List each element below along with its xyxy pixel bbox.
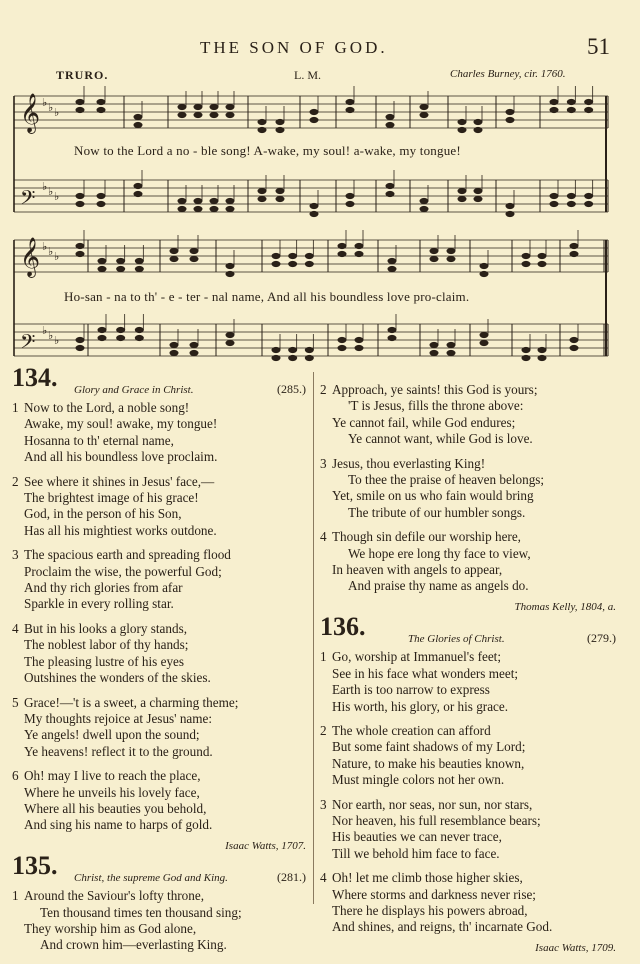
note-head	[305, 355, 313, 360]
note-head	[346, 99, 354, 104]
verse-line: Oh! may I live to reach the place,	[24, 768, 201, 784]
note-head	[310, 203, 318, 208]
note-head	[388, 266, 396, 271]
note-head	[210, 206, 218, 211]
note-head	[226, 104, 234, 109]
note-head	[76, 201, 84, 206]
note-head	[355, 345, 363, 350]
note-head	[570, 251, 578, 256]
verse-line: Hosanna to th' eternal name,	[24, 432, 174, 448]
hymn-header	[320, 612, 620, 649]
hymn-header	[12, 851, 310, 888]
note-head	[522, 355, 530, 360]
hymn-reference: (281.)	[277, 870, 306, 885]
tune-name: TRURO.	[56, 68, 109, 82]
note-head	[386, 122, 394, 127]
note-head	[386, 191, 394, 196]
note-head	[276, 119, 284, 124]
note-head	[346, 201, 354, 206]
verse-number: 1	[320, 649, 327, 665]
note-head	[210, 112, 218, 117]
note-head	[170, 350, 178, 355]
note-head	[567, 201, 575, 206]
note-head	[585, 107, 593, 112]
verse-number: 2	[12, 473, 19, 489]
note-head	[289, 253, 297, 258]
flat-icon: ♭	[48, 102, 54, 114]
note-head	[420, 206, 428, 211]
hymn-136	[320, 612, 620, 956]
verse-line: My thoughts rejoice at Jesus' name:	[24, 710, 213, 726]
verse-line: The brightest image of his grace!	[24, 490, 199, 506]
note-head	[447, 256, 455, 261]
verse-line: Where all his beauties you behold,	[24, 800, 207, 816]
verse-line: We hope ere long thy face to view,	[348, 545, 531, 561]
note-head	[447, 248, 455, 253]
verse-number: 2	[320, 382, 327, 397]
hymn-header	[12, 363, 310, 400]
note-head	[135, 335, 143, 340]
verse-line: Has all his mightiest works outdone.	[24, 522, 217, 538]
verse-line: Ye angels! dwell upon the sound;	[24, 727, 200, 743]
verse-line: But in his looks a glory stands,	[24, 620, 188, 636]
tune-meter: L. M.	[294, 68, 321, 82]
note-head	[355, 251, 363, 256]
note-head	[276, 188, 284, 193]
note-head	[538, 253, 546, 258]
flat-icon: ♭	[42, 97, 48, 109]
note-head	[258, 127, 266, 132]
flat-icon: ♭	[42, 325, 48, 337]
verse-line: And thy rich glories from afar	[24, 580, 183, 596]
verse-line: Where storms and darkness never rise;	[332, 886, 536, 902]
note-head	[98, 335, 106, 340]
note-head	[258, 196, 266, 201]
note-head	[305, 347, 313, 352]
hymn-number: 135.	[12, 851, 58, 881]
verse-line: His beauties we can never trace,	[332, 829, 502, 845]
note-head	[420, 112, 428, 117]
note-head	[386, 183, 394, 188]
note-head	[178, 112, 186, 117]
note-head	[506, 203, 514, 208]
note-head	[480, 340, 488, 345]
note-head	[420, 198, 428, 203]
note-head	[134, 191, 142, 196]
verse-line: Now to the Lord, a noble song!	[24, 400, 190, 415]
flat-icon: ♭	[42, 241, 48, 253]
verse-line: And crown him—everlasting King.	[40, 937, 227, 953]
note-head	[538, 355, 546, 360]
flat-icon: ♭	[42, 181, 48, 193]
note-head	[76, 251, 84, 256]
hymn-reference: (279.)	[587, 631, 616, 646]
note-head	[117, 258, 125, 263]
note-head	[388, 327, 396, 332]
stanza-list	[12, 400, 310, 834]
stanza	[320, 723, 620, 789]
note-head	[76, 107, 84, 112]
note-head	[258, 119, 266, 124]
verse-line: Outshines the wonders of the skies.	[24, 670, 211, 686]
verse-line: Approach, ye saints! this God is yours;	[332, 382, 538, 397]
stanza	[320, 382, 620, 448]
verse-line: But some faint shadows of my Lord;	[332, 739, 526, 755]
note-head	[134, 183, 142, 188]
note-head	[134, 114, 142, 119]
treble-clef-icon: 𝄞	[20, 93, 41, 133]
hymn-reference: (285.)	[277, 382, 306, 396]
note-head	[480, 263, 488, 268]
note-head	[117, 266, 125, 271]
verse-number: 3	[320, 455, 327, 471]
note-head	[430, 256, 438, 261]
verse-line: 'T is Jesus, fills the throne above:	[348, 398, 524, 414]
note-head	[538, 261, 546, 266]
note-head	[226, 332, 234, 337]
verse-number: 1	[12, 400, 19, 415]
note-head	[97, 193, 105, 198]
note-head	[480, 271, 488, 276]
page-header	[0, 34, 640, 64]
note-head	[338, 337, 346, 342]
flat-icon: ♭	[48, 246, 54, 258]
note-head	[506, 211, 514, 216]
note-head	[447, 342, 455, 347]
note-head	[289, 347, 297, 352]
note-head	[98, 266, 106, 271]
note-head	[272, 261, 280, 266]
verse-line: The tribute of our humbler songs.	[348, 504, 526, 520]
note-head	[522, 253, 530, 258]
note-head	[98, 258, 106, 263]
note-head	[117, 335, 125, 340]
note-head	[117, 327, 125, 332]
note-head	[355, 337, 363, 342]
verse-line: God, in the person of his Son,	[24, 506, 182, 522]
flat-icon: ♭	[54, 335, 60, 347]
flat-icon: ♭	[54, 191, 60, 203]
note-head	[310, 211, 318, 216]
note-head	[178, 198, 186, 203]
note-head	[585, 193, 593, 198]
note-head	[430, 248, 438, 253]
note-head	[226, 271, 234, 276]
note-head	[420, 104, 428, 109]
verse-line: Go, worship at Immanuel's feet;	[332, 649, 502, 665]
verse-line: And praise thy name as angels do.	[348, 578, 529, 594]
stanza	[12, 547, 310, 613]
verse-line: Ye cannot want, while God is love.	[348, 431, 533, 447]
note-head	[522, 347, 530, 352]
page-number: 51	[587, 34, 610, 59]
note-head	[272, 253, 280, 258]
lyric-line-2: Ho-san - na to th' - e - ter - nal name, And all his boundless love pro-claim.	[64, 289, 470, 304]
note-head	[194, 112, 202, 117]
note-head	[550, 201, 558, 206]
bass-clef-icon: 𝄢	[20, 330, 36, 358]
note-head	[76, 243, 84, 248]
note-head	[194, 206, 202, 211]
note-head	[210, 104, 218, 109]
verse-line: Around the Saviour's lofty throne,	[24, 888, 205, 904]
note-head	[538, 347, 546, 352]
verse-number: 6	[12, 768, 19, 784]
note-head	[585, 99, 593, 104]
note-head	[567, 99, 575, 104]
verse-line: In heaven with angels to appear,	[332, 562, 503, 578]
hymn-attribution: Isaac Watts, 1709.	[535, 941, 616, 954]
note-head	[226, 198, 234, 203]
verse-number: 4	[320, 870, 327, 886]
note-head	[258, 188, 266, 193]
note-head	[570, 337, 578, 342]
note-head	[388, 335, 396, 340]
note-head	[570, 345, 578, 350]
note-head	[76, 345, 84, 350]
note-head	[474, 188, 482, 193]
note-head	[190, 350, 198, 355]
hymn-number: 136.	[320, 612, 366, 642]
note-head	[276, 196, 284, 201]
verse-line: Nor heaven, his full resemblance bears;	[332, 812, 541, 828]
note-head	[305, 253, 313, 258]
note-head	[474, 196, 482, 201]
note-head	[272, 347, 280, 352]
note-head	[194, 198, 202, 203]
note-head	[305, 261, 313, 266]
note-head	[97, 107, 105, 112]
note-head	[570, 243, 578, 248]
verse-number: 3	[320, 796, 327, 812]
stanza	[12, 400, 310, 466]
note-head	[226, 112, 234, 117]
note-head	[567, 107, 575, 112]
hymn-attribution: Isaac Watts, 1707.	[225, 839, 306, 852]
hymn-134	[12, 363, 310, 854]
note-head	[76, 193, 84, 198]
verse-line: Nor earth, nor seas, nor sun, nor stars,	[332, 796, 533, 812]
note-head	[190, 342, 198, 347]
verse-number: 4	[12, 620, 19, 636]
hymn-title: The Glories of Christ.	[408, 633, 505, 646]
verse-line: Where he unveils his lovely face,	[24, 784, 200, 800]
note-head	[430, 350, 438, 355]
note-head	[97, 201, 105, 206]
note-head	[178, 206, 186, 211]
note-head	[226, 340, 234, 345]
note-head	[170, 342, 178, 347]
note-head	[97, 99, 105, 104]
note-head	[346, 107, 354, 112]
note-head	[338, 345, 346, 350]
verse-line: Oh! let me climb those higher skies,	[332, 870, 523, 886]
verse-line: Awake, my soul! awake, my tongue!	[24, 416, 218, 432]
note-head	[226, 206, 234, 211]
note-head	[134, 122, 142, 127]
note-head	[550, 107, 558, 112]
treble-clef-icon: 𝄞	[20, 237, 41, 277]
note-head	[388, 258, 396, 263]
note-head	[458, 196, 466, 201]
tune-composer: Charles Burney, cir. 1760.	[450, 68, 566, 80]
verse-line: Proclaim the wise, the powerful God;	[24, 563, 222, 579]
column-divider	[313, 372, 314, 904]
running-title: THE SON OF GOD.	[200, 38, 388, 57]
note-head	[338, 251, 346, 256]
stanza	[320, 529, 620, 595]
note-head	[458, 119, 466, 124]
note-head	[458, 188, 466, 193]
note-head	[474, 127, 482, 132]
verse-line: Ye heavens! reflect it to the ground.	[24, 743, 213, 759]
note-head	[480, 332, 488, 337]
hymn-title: Christ, the supreme God and King.	[74, 872, 228, 885]
note-head	[289, 261, 297, 266]
hymn-number: 134.	[12, 363, 58, 392]
note-head	[338, 243, 346, 248]
verse-line: His worth, his glory, or his grace.	[332, 698, 509, 714]
verse-line: To thee the praise of heaven belongs;	[348, 472, 545, 488]
verse-line: Ye cannot fail, while God endures;	[332, 414, 516, 430]
verse-line: Yet, smile on us who fain would bring	[332, 488, 534, 504]
verse-number: 3	[12, 547, 19, 563]
verse-line: The noblest labor of thy hands;	[24, 637, 189, 653]
verse-line: The spacious earth and spreading flood	[24, 547, 231, 563]
note-head	[355, 243, 363, 248]
verse-number: 2	[320, 722, 327, 738]
verse-line: See in his face what wonders meet;	[332, 665, 519, 681]
note-head	[289, 355, 297, 360]
note-head	[506, 117, 514, 122]
stanza	[12, 621, 310, 687]
note-head	[76, 99, 84, 104]
verse-line: The whole creation can afford	[332, 722, 491, 738]
note-head	[210, 198, 218, 203]
note-head	[76, 337, 84, 342]
lyric-line-1: Now to the Lord a no - ble song! A-wake, my soul! a-wake, my tongue!	[74, 143, 461, 158]
stanza	[320, 870, 620, 936]
bass-clef-icon: 𝄢	[20, 186, 36, 214]
note-head	[226, 263, 234, 268]
note-head	[346, 193, 354, 198]
verse-line: The pleasing lustre of his eyes	[24, 653, 185, 669]
verse-number: 1	[12, 888, 19, 904]
verse-line: Earth is too narrow to express	[332, 682, 490, 698]
note-head	[135, 258, 143, 263]
stanza	[12, 474, 310, 540]
hymn-135	[12, 851, 310, 954]
stanza	[320, 456, 620, 522]
note-head	[310, 109, 318, 114]
note-head	[194, 104, 202, 109]
hymn-attribution: Thomas Kelly, 1804, a.	[514, 600, 616, 613]
note-head	[567, 193, 575, 198]
verse-line: See where it shines in Jesus' face,—	[24, 473, 215, 489]
note-head	[170, 256, 178, 261]
flat-icon: ♭	[54, 251, 60, 263]
flat-icon: ♭	[54, 107, 60, 119]
note-head	[135, 327, 143, 332]
note-head	[178, 104, 186, 109]
flat-icon: ♭	[48, 330, 54, 342]
music-score	[0, 84, 640, 364]
verse-line: They worship him as God alone,	[24, 920, 197, 936]
note-head	[474, 119, 482, 124]
note-head	[310, 117, 318, 122]
note-head	[276, 127, 284, 132]
stanza	[320, 797, 620, 863]
verse-number: 5	[12, 694, 19, 710]
note-head	[170, 248, 178, 253]
hymn-title: Glory and Grace in Christ.	[74, 384, 194, 396]
note-head	[585, 201, 593, 206]
verse-line: And sing his name to harps of gold.	[24, 817, 213, 833]
note-head	[550, 193, 558, 198]
note-head	[272, 355, 280, 360]
note-head	[458, 127, 466, 132]
verse-line: There he displays his powers abroad,	[332, 902, 528, 918]
verse-line: Jesus, thou everlasting King!	[332, 455, 486, 471]
verse-line: Ten thousand times ten thousand sing;	[40, 904, 242, 920]
right-column	[320, 382, 620, 964]
verse-line: Though sin defile our worship here,	[332, 529, 521, 545]
note-head	[190, 256, 198, 261]
verse-line: Till we behold him face to face.	[332, 845, 500, 861]
flat-icon: ♭	[48, 186, 54, 198]
left-column	[12, 363, 310, 962]
verse-line: Sparkle in every rolling star.	[24, 596, 174, 612]
verse-line: Nature, to make his beauties known,	[332, 755, 525, 771]
note-head	[98, 327, 106, 332]
tune-info	[0, 68, 640, 84]
note-head	[135, 266, 143, 271]
note-head	[447, 350, 455, 355]
verse-number: 4	[320, 529, 327, 545]
stanza	[12, 768, 310, 834]
note-head	[506, 109, 514, 114]
verse-line: Must mingle colors not her own.	[332, 772, 505, 788]
note-head	[190, 248, 198, 253]
note-head	[550, 99, 558, 104]
verse-line: And all his boundless love proclaim.	[24, 449, 218, 465]
verse-line: And shines, and reigns, th' incarnate God.	[332, 919, 553, 935]
note-head	[430, 342, 438, 347]
note-head	[386, 114, 394, 119]
note-head	[522, 261, 530, 266]
verse-line: Grace!—'t is a sweet, a charming theme;	[24, 694, 239, 710]
stanza	[320, 649, 620, 715]
stanza	[12, 695, 310, 761]
